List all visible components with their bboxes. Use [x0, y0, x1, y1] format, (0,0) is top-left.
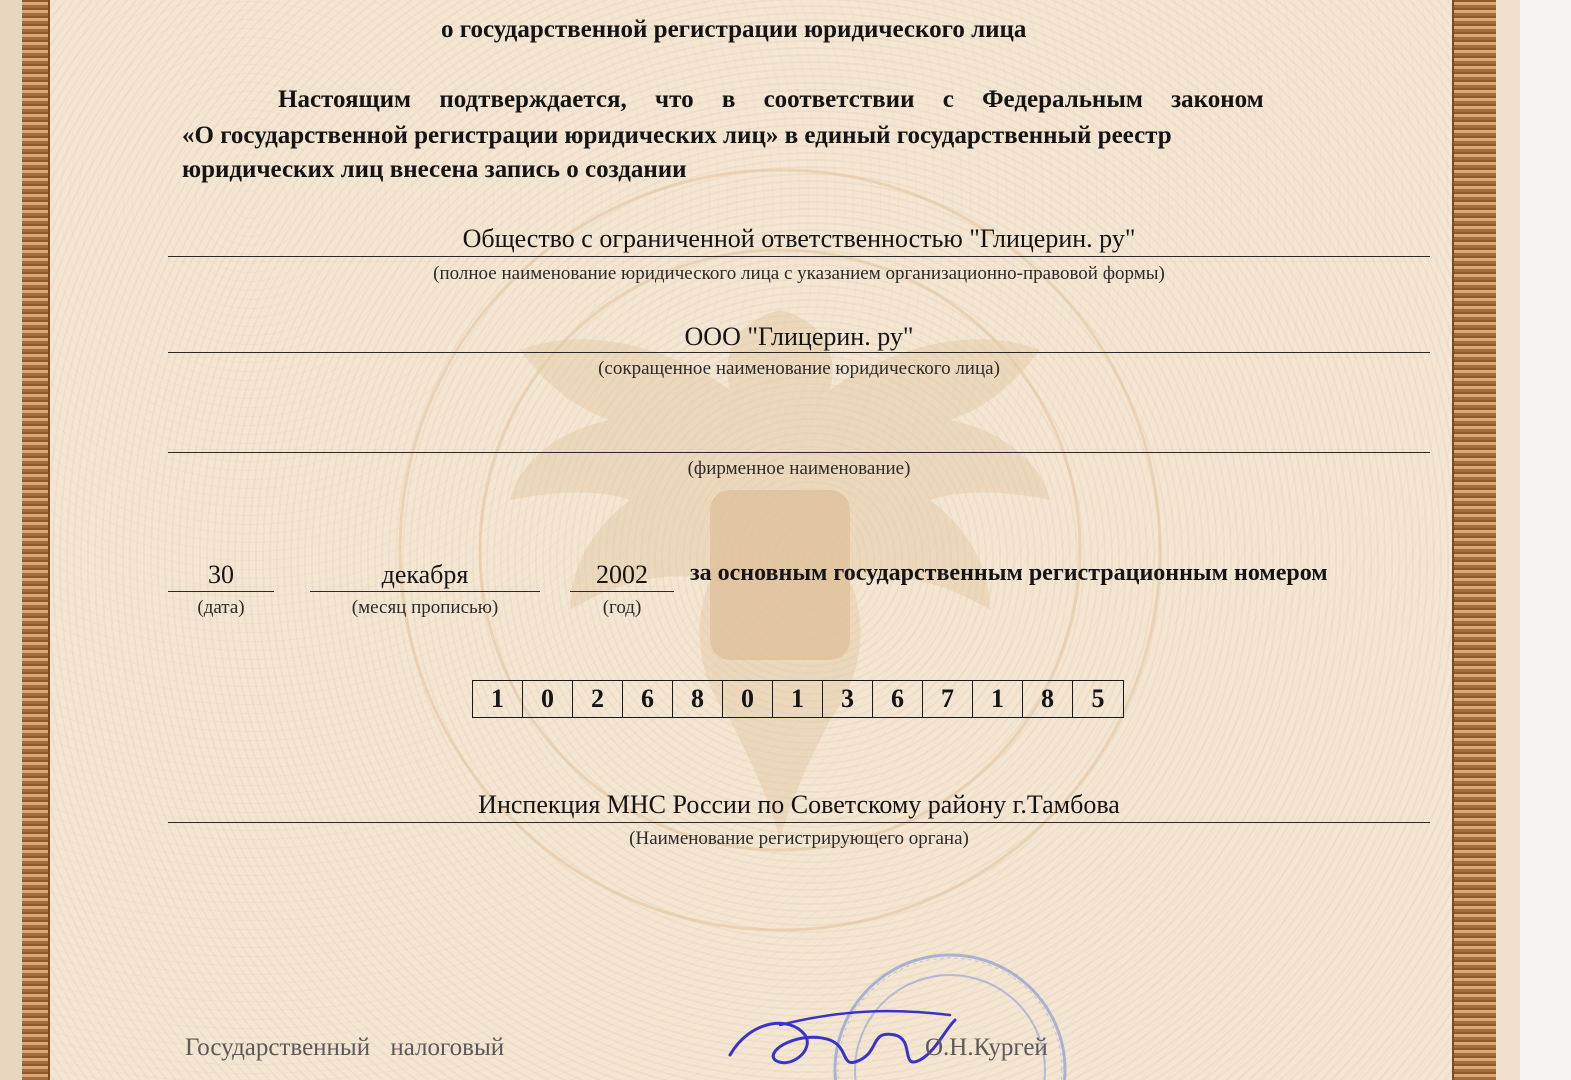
date-year-underline — [570, 591, 674, 592]
paper-edge — [0, 0, 22, 1080]
short-name-value: ООО "Глицерин. ру" — [684, 322, 914, 351]
ornamental-border-left — [22, 0, 50, 1080]
ogrn-intro-text: за основным государственным регистрационным номером — [690, 560, 1328, 586]
ogrn-digit-cell: 7 — [923, 681, 973, 717]
ogrn-digit-cell: 1 — [473, 681, 523, 717]
date-year-caption: (год) — [602, 597, 642, 618]
signatory-position: Государственный налоговый — [185, 1034, 505, 1061]
registering-body-caption: (Наименование регистрирующего органа) — [629, 828, 969, 849]
ogrn-digit-cell: 3 — [823, 681, 873, 717]
date-month-caption: (месяц прописью) — [351, 597, 499, 618]
ogrn-digit-cell: 1 — [973, 681, 1023, 717]
ogrn-digit-cell: 8 — [673, 681, 723, 717]
ogrn-digit-cell: 5 — [1091, 684, 1105, 713]
trade-name-caption: (фирменное наименование) — [687, 458, 911, 479]
ogrn-digit-cell: 6 — [873, 681, 923, 717]
full-name-caption: (полное наименование юридического лица с указанием организационно-правовой формы) — [433, 263, 1165, 284]
date-year-value: 2002 — [596, 560, 648, 589]
date-day-underline — [168, 591, 274, 592]
ogrn-digit-cell: 0 — [523, 681, 573, 717]
date-month-value: декабря — [381, 560, 469, 589]
registering-body-value: Инспекция МНС России по Советскому району г.Тамбова — [478, 790, 1120, 819]
trade-name-underline — [168, 452, 1430, 453]
certificate-heading: о государственной регистрации юридического лица — [441, 16, 1027, 43]
ogrn-digit-cell: 6 — [623, 681, 673, 717]
date-month-underline — [310, 591, 540, 592]
intro-line-1: Настоящим подтверждается, что в соответствии с Федеральным законом — [278, 86, 1264, 113]
ogrn-digit-cell: 0 — [723, 681, 773, 717]
full-name-value: Общество с ограниченной ответственностью "Глицерин. ру" — [462, 224, 1136, 253]
ogrn-digit-cell: 1 — [773, 681, 823, 717]
intro-line-3: юридических лиц внесена запись о создании — [182, 156, 687, 183]
ogrn-digit-cell: 8 — [1023, 681, 1073, 717]
handwritten-signature — [720, 1000, 960, 1080]
date-day-value: 30 — [208, 560, 234, 589]
short-name-caption: (сокращенное наименование юридического лица) — [598, 358, 1000, 379]
registering-body-underline — [168, 822, 1430, 823]
ogrn-number-boxes — [472, 680, 1124, 718]
short-name-underline — [168, 352, 1430, 353]
full-name-underline — [168, 256, 1430, 257]
intro-line-2: «О государственной регистрации юридических лиц» в единый государственный реестр — [182, 122, 1172, 149]
signatory-name: О.Н.Кургей — [925, 1034, 1048, 1061]
ogrn-digit-cell: 2 — [573, 681, 623, 717]
ornamental-border-right — [1452, 0, 1496, 1080]
date-day-caption: (дата) — [197, 597, 245, 618]
